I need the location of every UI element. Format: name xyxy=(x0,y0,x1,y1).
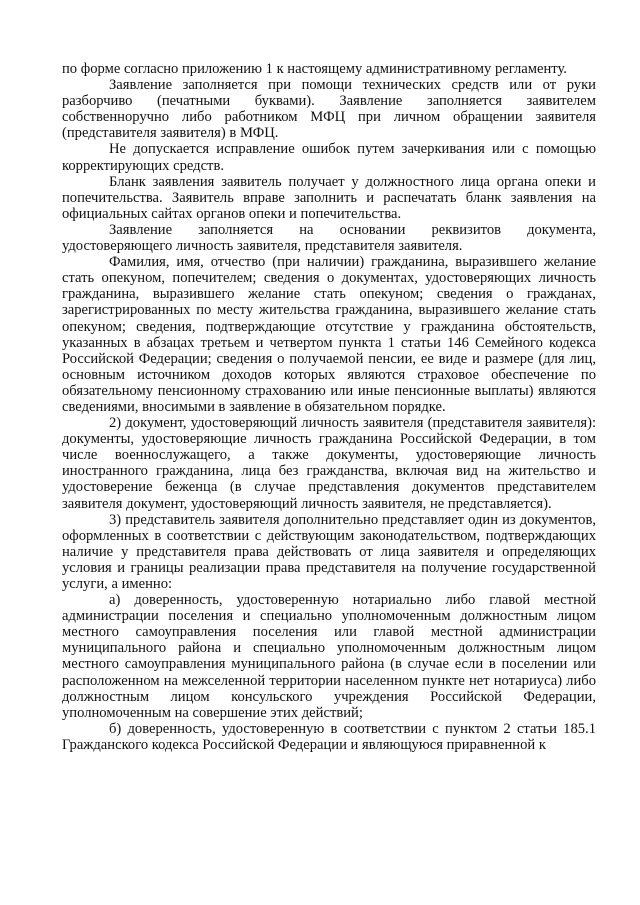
paragraph-item-b-power-of-attorney: б) доверенность, удостоверенную в соответствии с пунктом 2 статьи 185.1 Гражданского кодекса Российской Федерации и являющуюся приравненной к xyxy=(62,720,596,753)
paragraph-basis-requisites: Заявление заполняется на основании реквизитов документа, удостоверяющего личность заявителя, представителя заявителя. xyxy=(62,221,596,255)
paragraph-item-a-power-of-attorney: а) доверенность, удостоверенную нотариально либо главой местной администрации поселения и специально уполномоченным должностным лицом местного самоуправления поселения или главой местной администрации муниципального района и специально уполномоченным должностным лицом местного самоуправления муниципального района (в случае если в поселении или расположенном на межселенной территории населенном пункте нет нотариуса) либо должностным лицом консульского учреждения Российской Федерации, уполномоченным на совершение этих действий; xyxy=(62,592,596,721)
paragraph-blank-form: Бланк заявления заявитель получает у должностного лица органа опеки и попечительства. Заявитель вправе заполнить и распечатать бланк заявления на официальных сайтах органов опеки и попечительства. xyxy=(62,173,596,222)
paragraph-item-2-identity-document: 2) документ, удостоверяющий личность заявителя (представителя заявителя): документы, удостоверяющие личность гражданина Российской Федерации, в том числе военнослужащего, а также документы, удостоверяющие личность иностранного гражданина, лица без гражданства, включая вид на жительство и удостоверение беженца (в случае представления документов представителем заявителя документ, удостоверяющий личность заявителя, не представляется). xyxy=(62,415,596,512)
paragraph-continuation: по форме согласно приложению 1 к настоящему административному регламенту. xyxy=(62,61,567,77)
paragraph-filling-method: Заявление заполняется при помощи технических средств или от руки разборчиво (печатными буквами). Заявление заполняется заявителем собственноручно либо работником МФЦ при личном обращении заявителя (представителя заявителя) в МФЦ. xyxy=(62,77,596,142)
document-page xyxy=(62,61,596,753)
paragraph-item-3-representative: 3) представитель заявителя дополнительно представляет один из документов, оформленных в соответствии с действующим законодательством, подтверждающих наличие у представителя права действовать от лица заявителя и определяющих условия и границы реализации права представителя на получение государственной услуги, а именно: xyxy=(62,511,596,592)
paragraph-no-corrections: Не допускается исправление ошибок путем зачеркивания или с помощью корректирующих средств. xyxy=(62,141,596,174)
paragraph-mandatory-info: Фамилия, имя, отчество (при наличии) гражданина, выразившего желание стать опекуном, попечителем; сведения о документах, удостоверяющих личность гражданина, выразившего желание стать опекуном; сведения о гражданах, зарегистрированных по месту жительства гражданина, выразившего желание стать опекуном; сведения, подтверждающие отсутствие у гражданина обстоятельств, указанных в абзацах третьем и четвертом пункта 1 статьи 146 Семейного кодекса Российской Федерации; сведения о получаемой пенсии, ее виде и размере (для лиц, основным источником доходов которых являются страховое обеспечение по обязательному пенсионному страхованию или иные пенсионные выплаты) являются сведениями, вносимыми в заявление в обязательном порядке. xyxy=(62,254,596,415)
